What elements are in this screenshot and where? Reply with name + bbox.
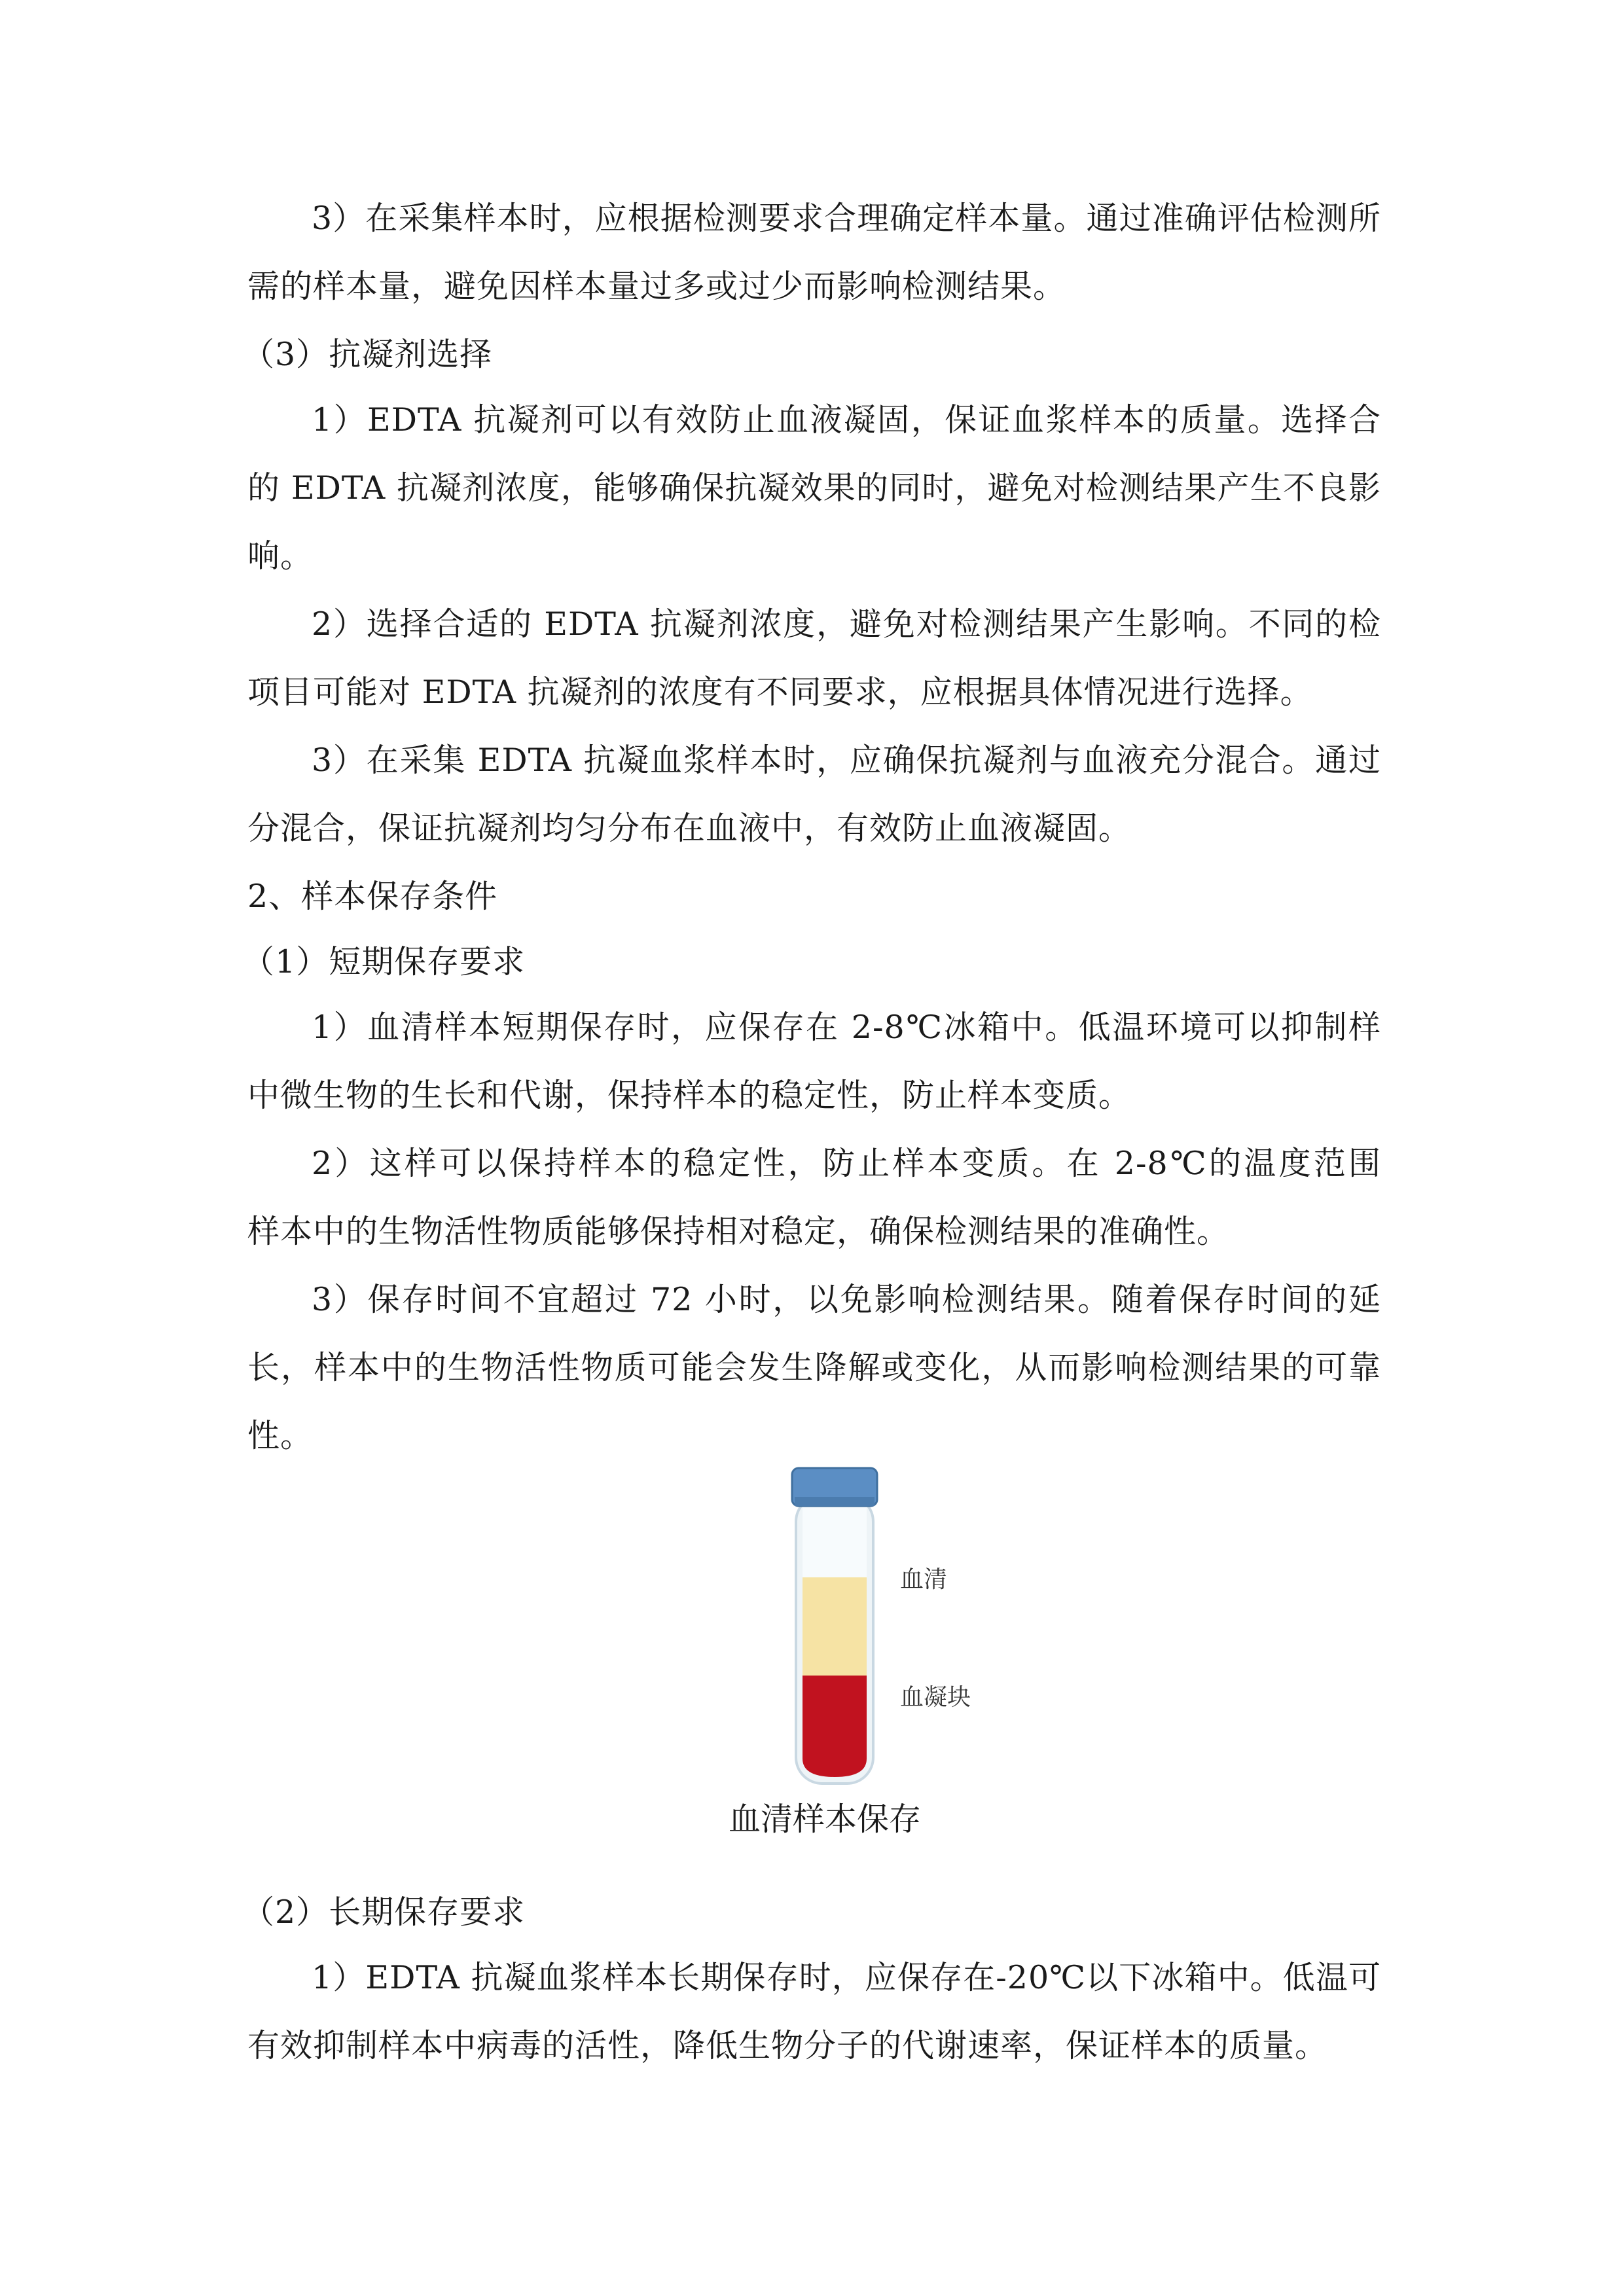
figure-caption: 血清样本保存: [728, 1801, 921, 1838]
section-heading-anticoagulant: （3）抗凝剂选择: [242, 336, 493, 373]
paragraph-line: 需的样本量，避免因样本量过多或过少而影响检测结果。: [247, 268, 1066, 305]
paragraph-line: 长，样本中的生物活性物质可能会发生降解或变化，从而影响检测结果的可靠: [247, 1349, 1381, 1386]
subsection-heading-short-term: （1）短期保存要求: [242, 943, 526, 980]
paragraph-line: 2）这样可以保持样本的稳定性，防止样本变质。在 2-8℃的温度范围: [312, 1145, 1381, 1182]
paragraph-line: 3）在采集 EDTA 抗凝血浆样本时，应确保抗凝剂与血液充分混合。通过: [312, 742, 1381, 779]
clot-label: 血凝块: [900, 1684, 971, 1711]
paragraph-line: 1）血清样本短期保存时，应保存在 2-8℃冰箱中。低温环境可以抑制样: [312, 1009, 1381, 1046]
section-heading-storage: 2、样本保存条件: [247, 878, 498, 915]
serum-label: 血清: [900, 1566, 948, 1593]
tube-air-space: [803, 1499, 867, 1577]
paragraph-line: 样本中的生物活性物质能够保持相对稳定，确保检测结果的准确性。: [247, 1213, 1230, 1250]
paragraph-line: 性。: [247, 1417, 314, 1454]
serum-tube-figure: [772, 1463, 1060, 1790]
paragraph-line: 1）EDTA 抗凝血浆样本长期保存时，应保存在-20℃以下冰箱中。低温可: [312, 1959, 1381, 1996]
paragraph-line: 1）EDTA 抗凝剂可以有效防止血液凝固，保证血浆样本的质量。选择合: [312, 401, 1381, 439]
test-tube-illustration: [772, 1463, 1060, 1790]
paragraph-line: 中微生物的生长和代谢，保持样本的稳定性，防止样本变质。: [247, 1077, 1132, 1114]
clot-layer: [803, 1676, 867, 1777]
paragraph-line: 的 EDTA 抗凝剂浓度，能够确保抗凝效果的同时，避免对检测结果产生不良影: [247, 469, 1381, 507]
paragraph-line: 3）保存时间不宜超过 72 小时，以免影响检测结果。随着保存时间的延: [312, 1281, 1381, 1318]
serum-layer: [803, 1577, 867, 1676]
paragraph-line: 项目可能对 EDTA 抗凝剂的浓度有不同要求，应根据具体情况进行选择。: [247, 673, 1313, 711]
paragraph-line: 有效抑制样本中病毒的活性，降低生物分子的代谢速率，保证样本的质量。: [247, 2027, 1328, 2064]
paragraph-line: 3）在采集样本时，应根据检测要求合理确定样本量。通过准确评估检测所: [312, 200, 1381, 237]
paragraph-line: 分混合，保证抗凝剂均匀分布在血液中，有效防止血液凝固。: [247, 810, 1132, 847]
paragraph-line: 2）选择合适的 EDTA 抗凝剂浓度，避免对检测结果产生影响。不同的检: [312, 605, 1381, 643]
paragraph-line: 响。: [247, 537, 314, 575]
subsection-heading-long-term: （2）长期保存要求: [242, 1893, 526, 1931]
tube-cap-ridge: [795, 1497, 875, 1506]
